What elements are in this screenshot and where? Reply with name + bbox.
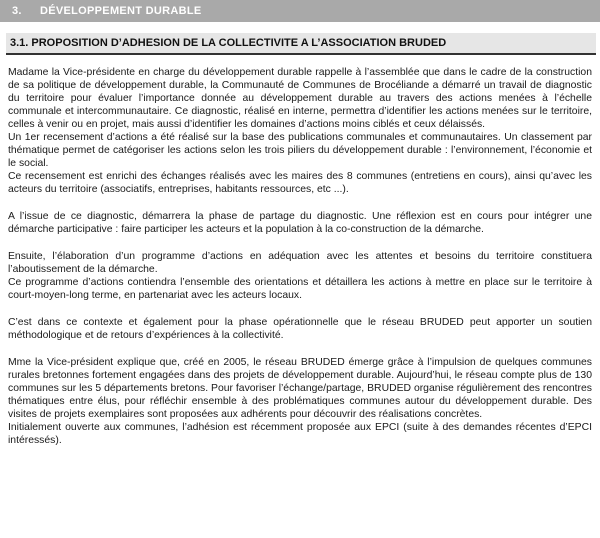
paragraph-action-program: Ensuite, l’élaboration d’un programme d’actions en adéquation avec les attentes et besoins du territoire constituera l’aboutissement de la démarche. [8, 251, 592, 275]
paragraph-epci-membership: Initialement ouverte aux communes, l’adhésion est récemment proposée aux EPCI (suite à des demandes récentes d’EPCI intéressés). [8, 422, 592, 446]
paragraph-intro: Madame la Vice-présidente en charge du développement durable rappelle à l’assemblée que dans le cadre de la construction de sa politique de développement durable, la Communauté de Communes de Brocéliande a démarré un travail de diagnostic du territoire pour évaluer l’importance donnée au développement durable au travers des actions menées à l’échelle communale et intercommunautaire. Ce diagnostic, réalisé en interne, permettra d’identifier les actions menées sur le territoire, celles à venir ou en projet, mais aussi d’identifier les domaines d’actions moins ciblés et ceux délaissés. [8, 67, 592, 130]
paragraph-enrichment: Ce recensement est enrichi des échanges réalisés avec les maires des 8 communes (entretiens en cours), ainsi qu’avec les acteurs du territoire (associatifs, entreprises, habitants ressources, etc ...). [8, 171, 592, 195]
section-number: 3. [12, 5, 22, 17]
paragraph-bruded-support: C’est dans ce contexte et également pour la phase opérationnelle que le réseau BRUDED peut apporter un soutien méthodologique et de retours d’expériences à la collectivité. [8, 317, 592, 341]
section-header [0, 0, 600, 22]
paragraph-first-census: Un 1er recensement d’actions a été réalisé sur la base des publications communales et communautaires. Un classement par thématique permet de catégoriser les actions selon les trois piliers du développement durable : l’environnement, l’économie et le social. [8, 132, 592, 169]
paragraph-program-content: Ce programme d’actions contiendra l’ensemble des orientations et détaillera les actions à mettre en place sur le territoire à court-moyen-long terme, en partenariat avec les acteurs locaux. [8, 277, 592, 301]
paragraph-bruded-history: Mme la Vice-président explique que, créé en 2005, le réseau BRUDED émerge grâce à l’impulsion de quelques communes rurales bretonnes fortement engagées dans des projets de développement durable. Aujourd’hui, le réseau compte plus de 130 communes sur les 5 départements bretons. Pour favoriser l’échange/partage, BRUDED organise régulièrement des rencontres thématiques entre élus, pour réfléchir ensemble à des problématiques communes autour du développement durable. Des visites de projets exemplaires sont proposées aux adhérents pour découvrir des réalisations concrètes. [8, 357, 592, 420]
paragraph-sharing-phase: A l’issue de ce diagnostic, démarrera la phase de partage du diagnostic. Une réflexion est en cours pour intégrer une démarche participative : faire participer les acteurs et la population à la co-construction de la démarche. [8, 211, 592, 235]
document-body [8, 66, 592, 447]
section-title: DÉVELOPPEMENT DURABLE [40, 5, 202, 17]
subsection-header [6, 33, 596, 55]
subsection-title: 3.1. PROPOSITION D’ADHESION DE LA COLLECTIVITE A L’ASSOCIATION BRUDED [10, 37, 447, 49]
